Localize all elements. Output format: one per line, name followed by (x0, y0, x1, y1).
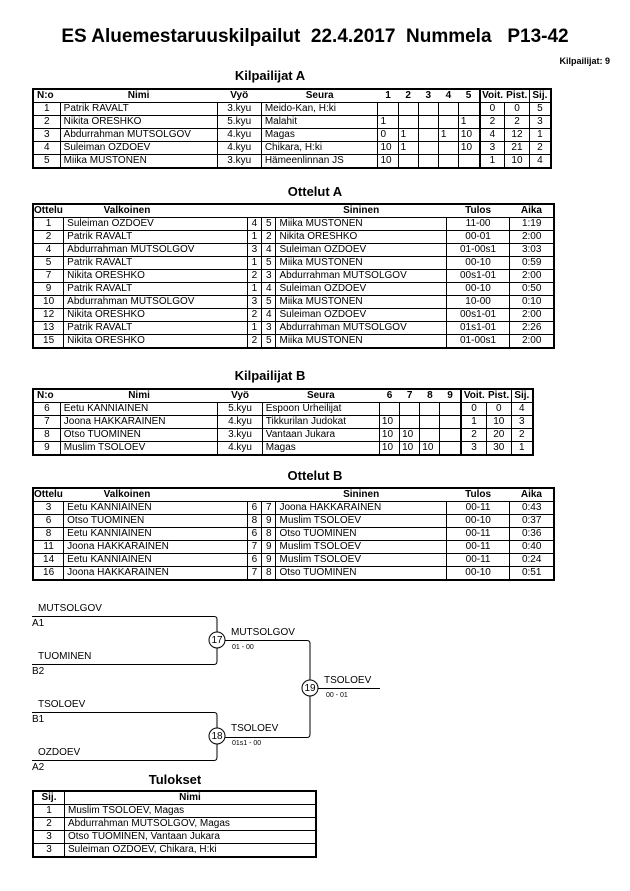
header-round: 4 (438, 89, 458, 103)
competitor-wins: 0 (461, 403, 486, 416)
result-row (33, 844, 316, 858)
match-time: 0:10 (510, 296, 554, 309)
bracket-semi1-winner: MUTSOLGOV (231, 627, 295, 638)
header-rank: Sij. (529, 89, 551, 103)
competitor-no: 2 (33, 116, 60, 129)
header-rank: Sij. (33, 791, 65, 805)
blue-number: 5 (262, 296, 276, 309)
white-competitor: Suleiman OZDOEV (64, 218, 248, 231)
match-time: 0:37 (510, 515, 554, 528)
match-result: 01s1-01 (446, 322, 510, 335)
round-score: 1 (378, 116, 398, 129)
match-time: 2:00 (510, 309, 554, 322)
header-name: Nimi (65, 791, 317, 805)
header-belt: Vyö (218, 389, 262, 403)
white-number: 1 (247, 231, 261, 244)
blue-number: 4 (262, 244, 276, 257)
white-number: 6 (247, 528, 261, 541)
competitor-no: 7 (33, 416, 60, 429)
match-result: 01-00s1 (446, 244, 510, 257)
results-title: Tulokset (148, 772, 202, 787)
blue-competitor: Miika MUSTONEN (276, 335, 446, 349)
blue-number: 2 (262, 231, 276, 244)
blue-number: 7 (262, 502, 276, 515)
bracket-semi2-top-name: TSOLOEV (38, 699, 86, 710)
header-wins: Voit. (461, 389, 486, 403)
competitor-belt: 3.kyu (218, 429, 262, 442)
blue-number: 3 (262, 270, 276, 283)
white-number: 6 (247, 502, 261, 515)
competitor-points: 30 (486, 442, 511, 456)
white-number: 3 (247, 244, 261, 257)
match-result: 01-00s1 (446, 335, 510, 349)
blue-competitor: Suleiman OZDOEV (276, 309, 446, 322)
competitor-club: Tikkurilan Judokat (262, 416, 379, 429)
page-title: ES Aluemestaruuskilpailut 22.4.2017 Nummela P13-42 (61, 26, 569, 47)
round-score: 10 (378, 142, 398, 155)
competitor-belt: 5.kyu (217, 116, 261, 129)
header-blue: Sininen (276, 204, 446, 218)
competitor-points: 21 (505, 142, 530, 155)
match-result: 11-00 (446, 218, 510, 231)
result-row (33, 831, 316, 844)
round-score: 10 (458, 142, 479, 155)
match-number: 5 (33, 257, 64, 270)
competitor-no: 3 (33, 129, 60, 142)
competitor-name: Abdurrahman MUTSOLGOV (60, 129, 217, 142)
white-competitor: Patrik RAVALT (64, 257, 248, 270)
match-time: 0:36 (510, 528, 554, 541)
competitor-belt: 3.kyu (217, 103, 261, 116)
competitor-points: 0 (486, 403, 511, 416)
match-result: 00-10 (446, 515, 510, 528)
competitor-name: Muslim TSOLOEV (60, 442, 218, 456)
white-competitor: Joona HAKKARAINEN (64, 567, 248, 581)
match-time: 0:40 (510, 541, 554, 554)
blue-competitor: Abdurrahman MUTSOLGOV (276, 322, 446, 335)
header-result: Tulos (446, 204, 510, 218)
competitor-wins: 3 (480, 142, 505, 155)
competitor-belt: 4.kyu (218, 442, 262, 456)
match-result: 00-10 (446, 567, 510, 581)
result-name: Abdurrahman MUTSOLGOV, Magas (65, 818, 317, 831)
competitor-rank: 4 (511, 403, 533, 416)
blue-number: 5 (262, 335, 276, 349)
white-competitor: Joona HAKKARAINEN (64, 541, 248, 554)
competitor-rank: 1 (511, 442, 533, 456)
competitor-wins: 0 (480, 103, 505, 116)
competitor-no: 5 (33, 155, 60, 169)
white-number: 1 (247, 322, 261, 335)
match-18-number: 18 (211, 731, 223, 742)
competitor-points: 2 (505, 116, 530, 129)
white-number: 3 (247, 296, 261, 309)
competitor-club: Vantaan Jukara (262, 429, 379, 442)
competitor-belt: 4.kyu (218, 416, 262, 429)
blue-competitor: Joona HAKKARAINEN (276, 502, 446, 515)
match-number: 6 (33, 515, 64, 528)
match-result: 00-11 (446, 528, 510, 541)
white-competitor: Abdurrahman MUTSOLGOV (64, 296, 248, 309)
match-time: 2:00 (510, 335, 554, 349)
white-competitor: Patrik RAVALT (64, 283, 248, 296)
bracket-semi2-bottom-name: OZDOEV (38, 747, 81, 758)
header-rank: Sij. (511, 389, 533, 403)
header-no: N:o (33, 389, 60, 403)
round-score: 10 (400, 442, 420, 456)
competitor-name: Miika MUSTONEN (60, 155, 217, 169)
result-rank: 3 (33, 831, 65, 844)
competitor-name: Suleiman OZDOEV (60, 142, 217, 155)
round-score: 10 (420, 442, 440, 456)
result-row (33, 818, 316, 831)
competitor-rank: 3 (511, 416, 533, 429)
competitor-rank: 5 (529, 103, 551, 116)
blue-number: 4 (262, 309, 276, 322)
competitor-name: Otso TUOMINEN (60, 429, 218, 442)
header-club: Seura (262, 389, 379, 403)
match-time: 0:24 (510, 554, 554, 567)
match-time: 2:00 (510, 270, 554, 283)
match-number: 11 (33, 541, 64, 554)
competitor-rank: 2 (529, 142, 551, 155)
competitor-name: Nikita ORESHKO (60, 116, 217, 129)
blue-competitor: Nikita ORESHKO (276, 231, 446, 244)
competitor-rank: 2 (511, 429, 533, 442)
blue-competitor: Miika MUSTONEN (276, 296, 446, 309)
header-time: Aika (510, 488, 554, 502)
bracket-final-winner: TSOLOEV (324, 675, 372, 686)
competitor-no: 6 (33, 403, 60, 416)
header-white: Valkoinen (64, 204, 248, 218)
header-match: Ottelu (34, 205, 63, 216)
white-competitor: Nikita ORESHKO (64, 309, 248, 322)
round-score: 10 (379, 442, 399, 456)
header-wins: Voit. (480, 89, 505, 103)
match-number: 8 (33, 528, 64, 541)
blue-competitor: Miika MUSTONEN (276, 257, 446, 270)
match-time: 0:43 (510, 502, 554, 515)
match-result: 00s1-01 (446, 270, 510, 283)
blue-number: 8 (262, 528, 276, 541)
header-points: Pist. (486, 389, 511, 403)
blue-number: 9 (262, 554, 276, 567)
bracket-semi2-winner: TSOLOEV (231, 723, 279, 734)
match-number: 9 (33, 283, 64, 296)
header-round: 3 (418, 89, 438, 103)
match-result: 00-01 (446, 231, 510, 244)
blue-competitor: Muslim TSOLOEV (276, 554, 446, 567)
competitor-points: 12 (505, 129, 530, 142)
blue-competitor: Muslim TSOLOEV (276, 515, 446, 528)
white-number: 7 (247, 541, 261, 554)
competitors-count: Kilpailijat: 9 (559, 56, 610, 66)
header-round: 5 (458, 89, 479, 103)
match-number: 7 (33, 270, 64, 283)
competitor-points: 20 (486, 429, 511, 442)
white-competitor: Nikita ORESHKO (64, 270, 248, 283)
competitor-points: 10 (486, 416, 511, 429)
round-score: 1 (398, 142, 418, 155)
bracket-semi1-top-seed: A1 (32, 618, 45, 629)
header-round: 8 (420, 389, 440, 403)
competitor-name: Joona HAKKARAINEN (60, 416, 218, 429)
header-name: Nimi (60, 389, 218, 403)
competitor-club: Espoon Urheilijat (262, 403, 379, 416)
header-round: 6 (379, 389, 399, 403)
header-belt: Vyö (217, 89, 261, 103)
header-time: Aika (510, 204, 554, 218)
competitor-club: Magas (262, 442, 379, 456)
blue-competitor: Otso TUOMINEN (276, 567, 446, 581)
match-number: 14 (33, 554, 64, 567)
competitor-points: 10 (505, 155, 530, 169)
competitor-club: Chikara, H:ki (261, 142, 378, 155)
round-score: 10 (378, 155, 398, 169)
bracket-semi1-top-name: MUTSOLGOV (38, 603, 102, 614)
match-number: 3 (33, 502, 64, 515)
competitor-wins: 2 (461, 429, 486, 442)
round-score: 10 (379, 416, 399, 429)
competitor-club: Hämeenlinnan JS (261, 155, 378, 169)
match-19-number: 19 (304, 683, 316, 694)
match-number: 1 (33, 218, 64, 231)
result-rank: 2 (33, 818, 65, 831)
competitor-rank: 4 (529, 155, 551, 169)
match-17-number: 17 (211, 635, 223, 646)
bracket-semi1-bottom-seed: B2 (32, 666, 45, 677)
white-competitor: Eetu KANNIAINEN (64, 502, 248, 515)
round-score: 10 (379, 429, 399, 442)
match-number: 13 (33, 322, 64, 335)
header-club: Seura (261, 89, 378, 103)
competitor-belt: 4.kyu (217, 129, 261, 142)
result-row (33, 805, 316, 818)
competitor-belt: 3.kyu (217, 155, 261, 169)
header-result: Tulos (446, 488, 510, 502)
blue-number: 8 (262, 567, 276, 581)
header-points: Pist. (505, 89, 530, 103)
round-score: 1 (438, 129, 458, 142)
match-result: 00-10 (446, 257, 510, 270)
white-number: 2 (247, 309, 261, 322)
match-result: 00-11 (446, 502, 510, 515)
competitor-no: 4 (33, 142, 60, 155)
match-time: 0:51 (510, 567, 554, 581)
round-score: 10 (400, 429, 420, 442)
blue-competitor: Abdurrahman MUTSOLGOV (276, 270, 446, 283)
competitor-belt: 4.kyu (217, 142, 261, 155)
white-competitor: Patrik RAVALT (64, 231, 248, 244)
white-number: 4 (247, 218, 261, 231)
competitor-wins: 2 (480, 116, 505, 129)
white-competitor: Otso TUOMINEN (64, 515, 248, 528)
competitor-club: Magas (261, 129, 378, 142)
result-name: Suleiman OZDOEV, Chikara, H:ki (65, 844, 317, 858)
pool-b-title: Kilpailijat B (234, 368, 306, 383)
bracket-semi1-score: 01 - 00 (232, 644, 254, 651)
match-time: 3:03 (510, 244, 554, 257)
white-number: 2 (247, 270, 261, 283)
result-rank: 3 (33, 844, 65, 858)
match-time: 1:19 (510, 218, 554, 231)
matches-a-title: Ottelut A (287, 184, 343, 199)
header-round: 9 (440, 389, 461, 403)
competitor-no: 1 (33, 103, 60, 116)
header-round: 7 (400, 389, 420, 403)
competitor-wins: 1 (461, 416, 486, 429)
match-number: 10 (33, 296, 64, 309)
competitor-no: 8 (33, 429, 60, 442)
blue-number: 5 (262, 218, 276, 231)
competitor-wins: 3 (461, 442, 486, 456)
blue-competitor: Suleiman OZDOEV (276, 244, 446, 257)
white-number: 8 (247, 515, 261, 528)
header-name: Nimi (60, 89, 217, 103)
white-number: 7 (247, 567, 261, 581)
competitor-club: Malahit (261, 116, 378, 129)
match-time: 2:00 (510, 231, 554, 244)
bracket-semi1-bottom-name: TUOMINEN (38, 651, 92, 662)
white-number: 2 (247, 335, 261, 349)
blue-competitor: Miika MUSTONEN (276, 218, 446, 231)
header-match: Ottelu (34, 489, 63, 500)
competitor-name: Patrik RAVALT (60, 103, 217, 116)
blue-number: 5 (262, 257, 276, 270)
competitor-belt: 5.kyu (218, 403, 262, 416)
header-row (33, 791, 316, 805)
header-white: Valkoinen (64, 488, 248, 502)
competitor-points: 0 (505, 103, 530, 116)
results-table (32, 790, 317, 858)
blue-competitor: Otso TUOMINEN (276, 528, 446, 541)
bracket-semi2-bottom-seed: A2 (32, 762, 45, 773)
competitor-no: 9 (33, 442, 60, 456)
result-name: Muslim TSOLOEV, Magas (65, 805, 317, 818)
white-competitor: Eetu KANNIAINEN (64, 528, 248, 541)
bracket-semi2-score: 01s1 - 00 (232, 740, 262, 747)
match-result: 00-11 (446, 541, 510, 554)
match-result: 00s1-01 (446, 309, 510, 322)
competitor-name: Eetu KANNIAINEN (60, 403, 218, 416)
blue-competitor: Suleiman OZDOEV (276, 283, 446, 296)
round-score: 0 (378, 129, 398, 142)
white-competitor: Nikita ORESHKO (64, 335, 248, 349)
result-rank: 1 (33, 805, 65, 818)
round-score: 10 (458, 129, 479, 142)
match-result: 00-10 (446, 283, 510, 296)
blue-number: 9 (262, 541, 276, 554)
white-competitor: Patrik RAVALT (64, 322, 248, 335)
white-number: 6 (247, 554, 261, 567)
header-blue: Sininen (276, 488, 446, 502)
blue-number: 3 (262, 322, 276, 335)
header-no: N:o (33, 89, 60, 103)
bracket-final-score: 00 - 01 (326, 692, 348, 699)
header-round: 1 (378, 89, 398, 103)
round-score: 1 (398, 129, 418, 142)
blue-number: 9 (262, 515, 276, 528)
match-time: 0:59 (510, 257, 554, 270)
white-number: 1 (247, 257, 261, 270)
competitor-rank: 3 (529, 116, 551, 129)
round-score: 1 (458, 116, 479, 129)
match-number: 2 (33, 231, 64, 244)
competitor-club: Meido-Kan, H:ki (261, 103, 378, 116)
match-number: 12 (33, 309, 64, 322)
match-result: 00-11 (446, 554, 510, 567)
blue-competitor: Muslim TSOLOEV (276, 541, 446, 554)
competitor-wins: 4 (480, 129, 505, 142)
match-time: 2:26 (510, 322, 554, 335)
match-time: 0:50 (510, 283, 554, 296)
pool-a-title: Kilpailijat A (234, 68, 306, 83)
competitor-rank: 1 (529, 129, 551, 142)
bracket-semi2-top-seed: B1 (32, 714, 45, 725)
white-number: 1 (247, 283, 261, 296)
match-number: 16 (33, 567, 64, 581)
white-competitor: Eetu KANNIAINEN (64, 554, 248, 567)
competitor-wins: 1 (480, 155, 505, 169)
match-result: 10-00 (446, 296, 510, 309)
blue-number: 4 (262, 283, 276, 296)
white-competitor: Abdurrahman MUTSOLGOV (64, 244, 248, 257)
match-number: 4 (33, 244, 64, 257)
result-name: Otso TUOMINEN, Vantaan Jukara (65, 831, 317, 844)
matches-b-title: Ottelut B (287, 468, 343, 483)
match-number: 15 (33, 335, 64, 349)
header-round: 2 (398, 89, 418, 103)
